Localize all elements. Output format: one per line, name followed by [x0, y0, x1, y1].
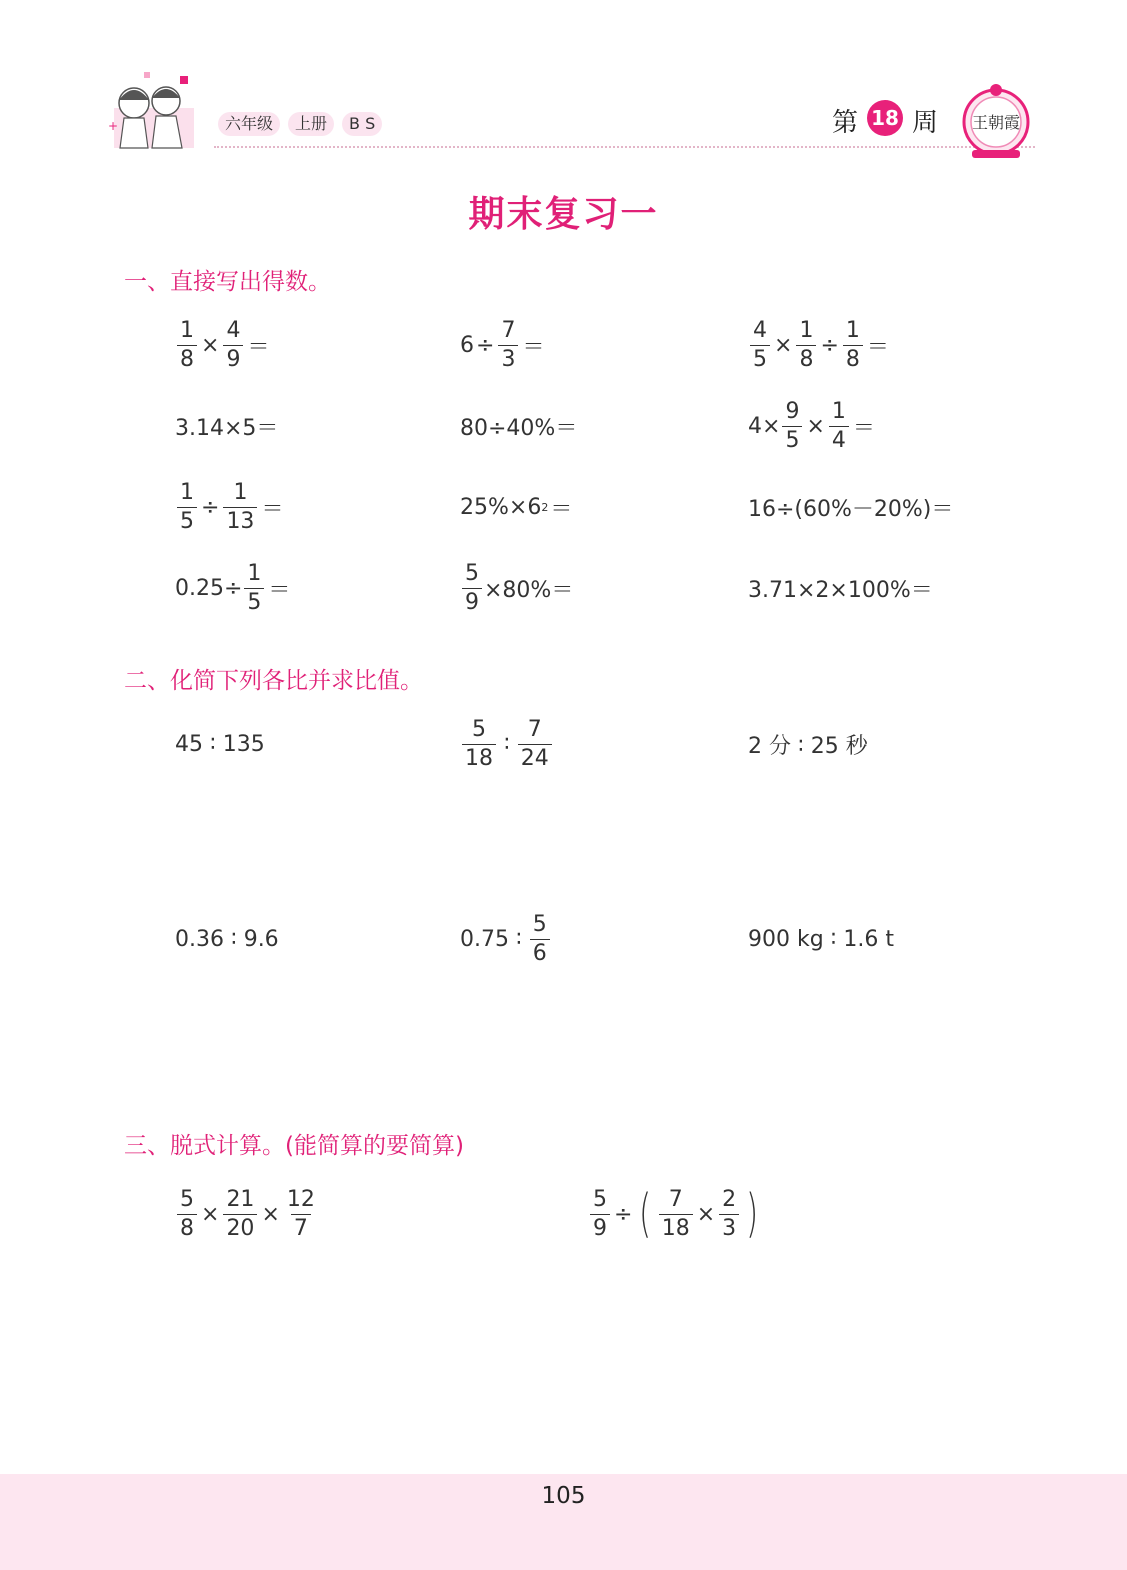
problem-1-3: $\frac{4}{5}$ × $\frac{1}{8}$ ÷ $\frac{1}{8}$ ＝ [748, 315, 891, 375]
section-3-heading: 三、脱式计算。(能简算的要简算) [124, 1133, 464, 1159]
ratio-b: $\frac{5}{18}$ ∶ $\frac{7}{24}$ [460, 714, 554, 774]
problem-1-1: $\frac{1}{8}$ × $\frac{4}{9}$ ＝ [175, 315, 271, 375]
problem-4-1: 0.25÷ $\frac{1}{5}$ ＝ [175, 560, 291, 615]
calc-2: $\frac{5}{9}$ ÷ ( $\frac{7}{18}$ × $\frac{2}{3}$ ) [588, 1184, 763, 1244]
problem-4-3: 3.71×2×100%＝ [748, 577, 933, 603]
page-number: 105 [541, 1483, 586, 1509]
header-divider [214, 146, 1035, 148]
problem-3-3: 16÷(60%－20%)＝ [748, 496, 954, 522]
problem-3-1: $\frac{1}{5}$ ÷ $\frac{1}{13}$ ＝ [175, 477, 285, 537]
kids-illustration [104, 68, 208, 160]
ratio-f: 900 kg ∶ 1.6 t [748, 926, 895, 952]
ratio-a: 45 ∶ 135 [175, 731, 265, 757]
page-title: 期末复习一 [468, 194, 659, 235]
svg-text:+: + [108, 119, 119, 133]
ratio-e: 0.75 ∶ $\frac{5}{6}$ [460, 909, 552, 969]
tag-edition: B S [342, 112, 382, 136]
ratio-d: 0.36 ∶ 9.6 [175, 926, 279, 952]
section-1-heading: 一、直接写出得数。 [124, 269, 331, 295]
problem-1-2: 6 ÷ $\frac{7}{3}$ ＝ [460, 317, 545, 372]
section-2-heading: 二、化简下列各比并求比值。 [124, 668, 423, 694]
brand-stamp [958, 80, 1036, 160]
problem-2-1: 3.14×5＝ [175, 415, 279, 441]
ratio-c: 2 分 ∶ 25 秒 [748, 733, 868, 759]
problem-2-2: 80÷40%＝ [460, 415, 578, 441]
problem-3-2: 25%×6 2 ＝ [460, 494, 573, 522]
week-suffix: 周 [912, 108, 939, 138]
week-number-badge: 18 [867, 100, 903, 136]
problem-2-3: 4× $\frac{9}{5}$ × $\frac{1}{4}$ ＝ [748, 398, 875, 453]
tag-grade: 六年级 [218, 112, 280, 136]
tag-volume: 上册 [288, 112, 334, 136]
week-prefix: 第 [832, 108, 859, 138]
svg-text:王朝霞: 王朝霞 [971, 113, 1021, 132]
calc-1: $\frac{5}{8}$ × $\frac{21}{20}$ × $\frac{12}{7}$ [175, 1184, 320, 1244]
problem-4-2: $\frac{5}{9}$ ×80%＝ [460, 558, 573, 618]
